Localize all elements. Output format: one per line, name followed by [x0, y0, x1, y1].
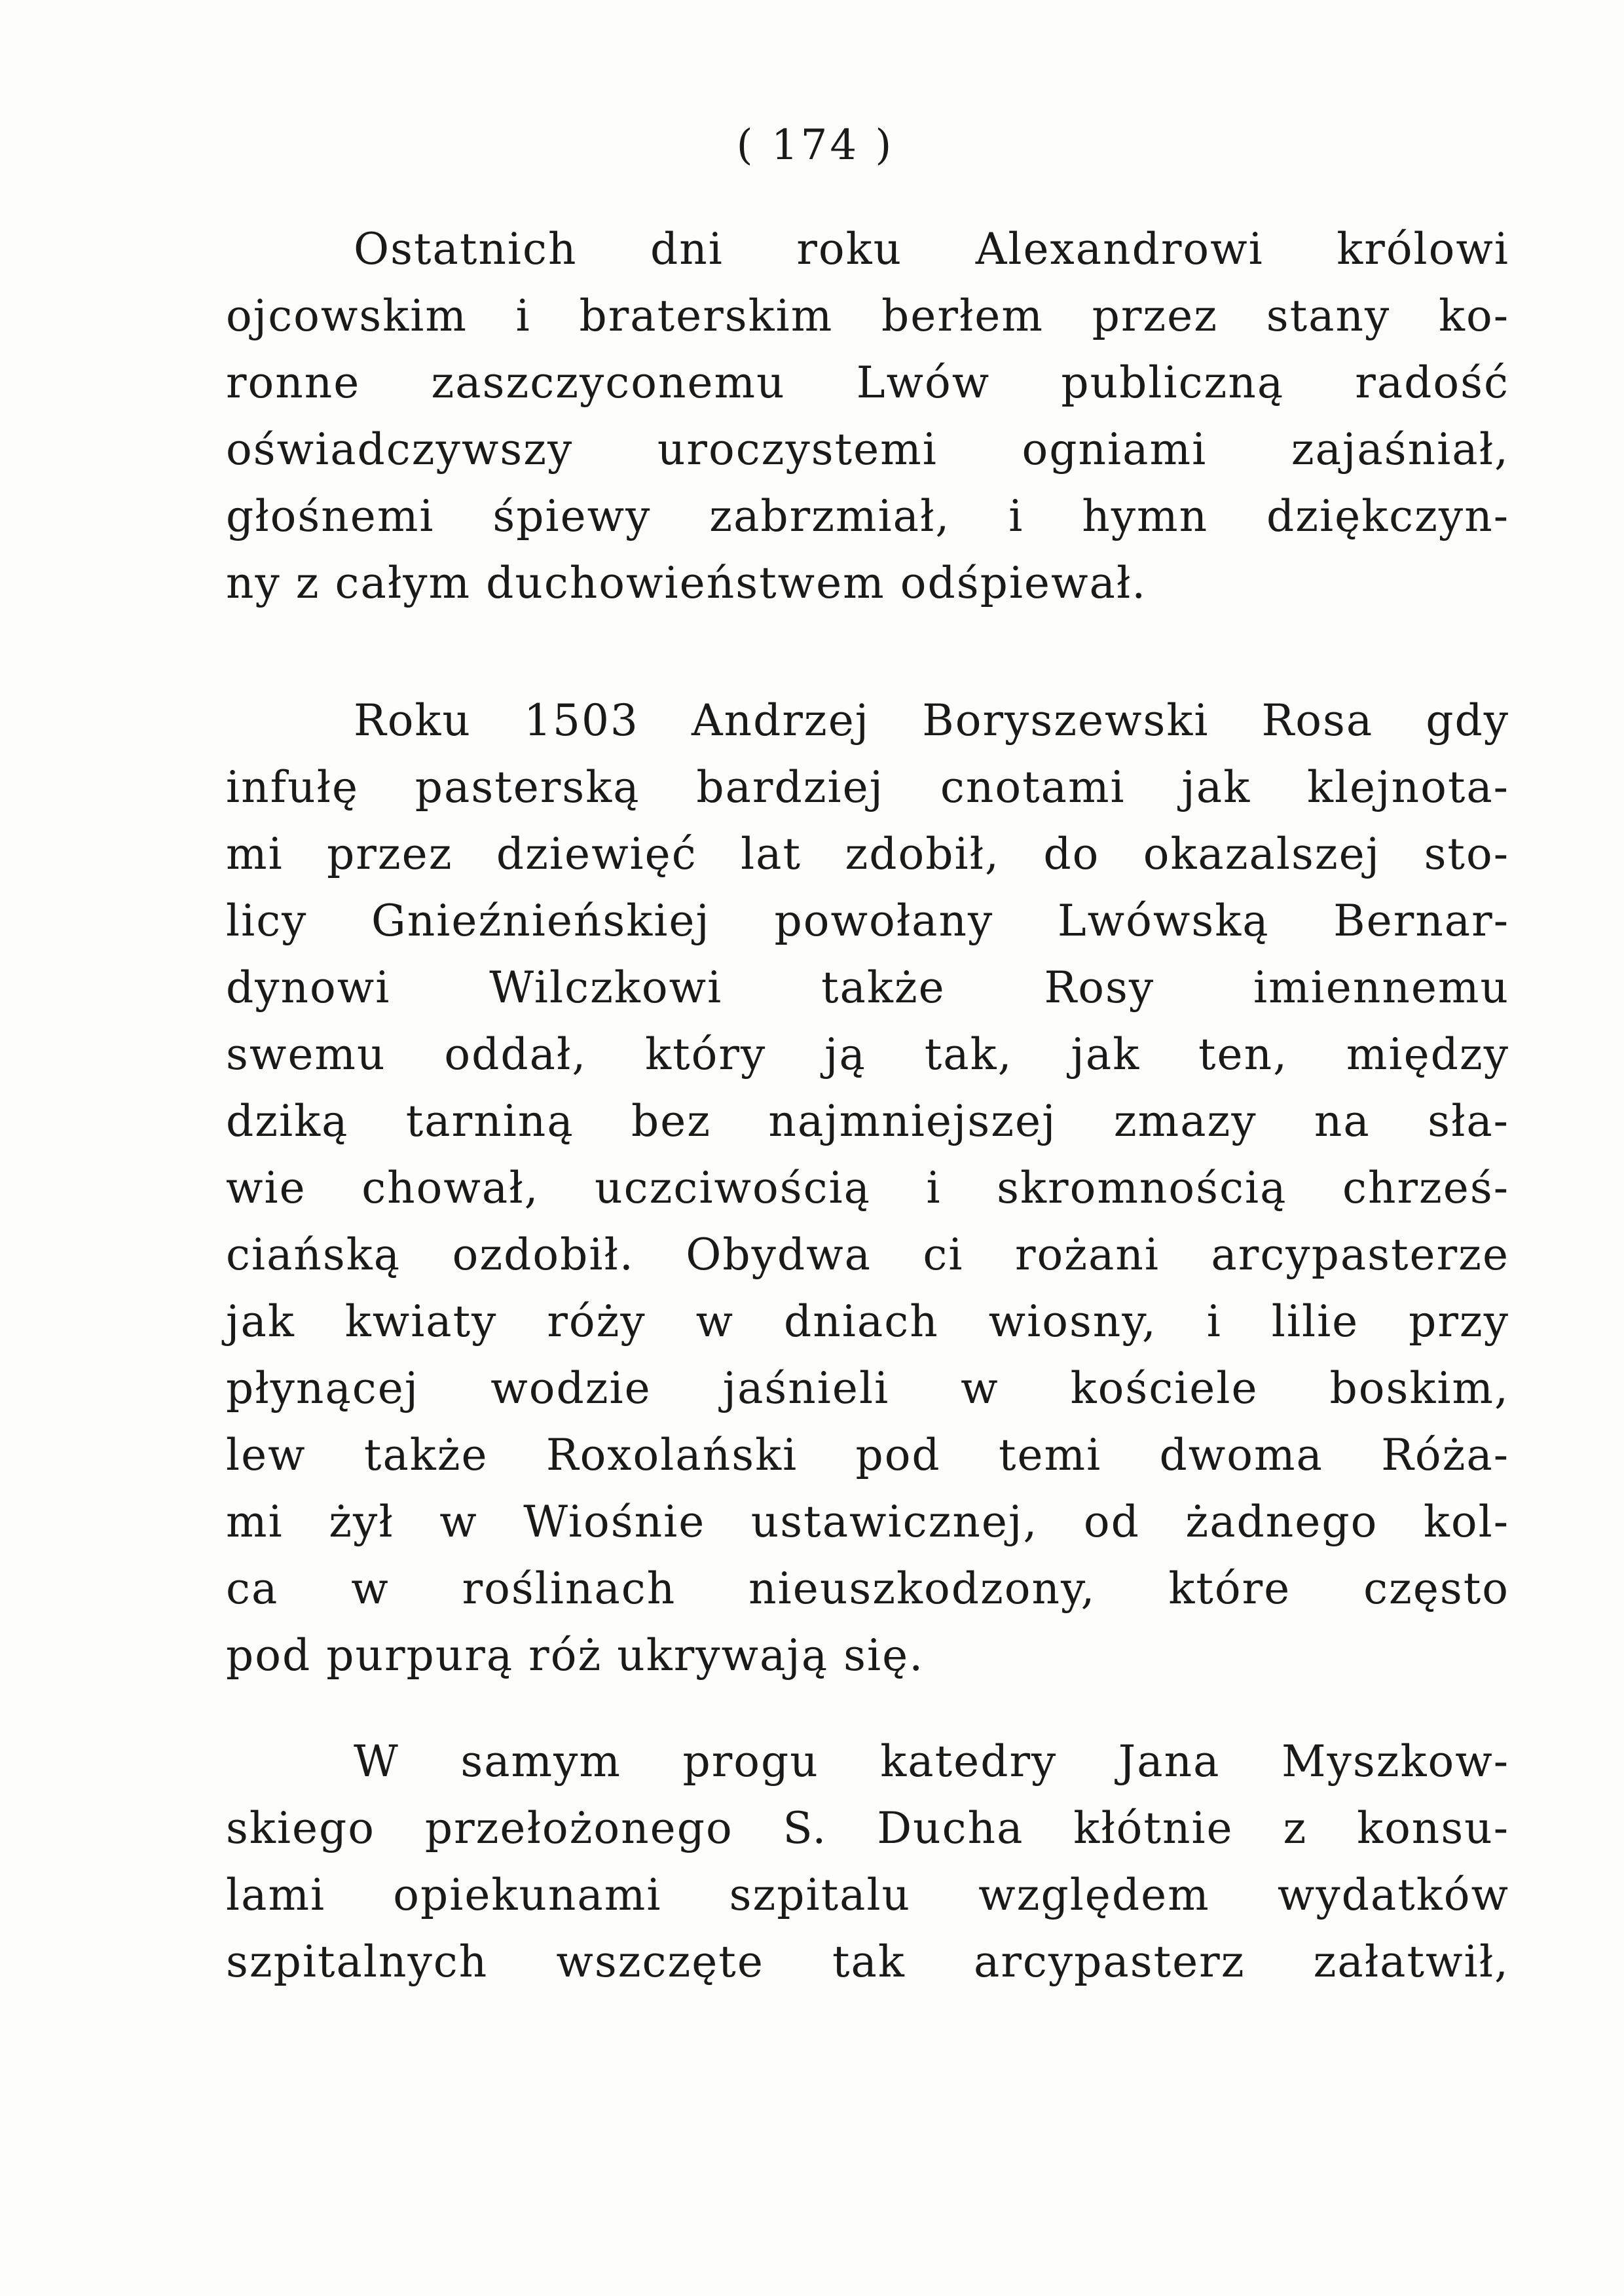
- text-line: swemu oddał, który ją tak, jak ten, między: [226, 1029, 1509, 1080]
- text-line: oświadczywszy uroczystemi ogniami zajaśniał,: [226, 424, 1509, 475]
- text-line: Roku 1503 Andrzej Boryszewski Rosa gdy: [354, 695, 1509, 746]
- text-line: Ostatnich dni roku Alexandrowi królowi: [354, 224, 1509, 274]
- text-line: W samym progu katedry Jana Myszkow-: [354, 1736, 1509, 1787]
- text-line: ny z całym duchowieństwem odśpiewał.: [226, 558, 1147, 608]
- text-line: szpitalnych wszczęte tak arcypasterz załatwił,: [226, 1937, 1509, 1987]
- text-line: dziką tarniną bez najmniejszej zmazy na sła-: [226, 1096, 1509, 1146]
- page-number: ( 174 ): [736, 121, 895, 170]
- text-line: skiego przełożonego S. Ducha kłótnie z konsu-: [226, 1803, 1509, 1853]
- text-line: dynowi Wilczkowi także Rosy imiennemu: [226, 962, 1509, 1013]
- paragraph-3: [226, 1728, 1509, 1995]
- text-line: mi przez dziewięć lat zdobił, do okazalszej sto-: [226, 829, 1509, 879]
- paragraph-1: [226, 216, 1509, 617]
- text-line: pod purpurą róż ukrywają się.: [226, 1630, 925, 1681]
- paragraph-2: [226, 687, 1509, 1689]
- text-line: wie chował, uczciwością i skromnością chrześ-: [226, 1163, 1509, 1213]
- text-line: mi żył w Wiośnie ustawicznej, od żadnego kol-: [226, 1497, 1509, 1547]
- text-line: ca w roślinach nieuszkodzony, które często: [226, 1563, 1509, 1614]
- text-line: głośnemi śpiewy zabrzmiał, i hymn dziękczyn-: [226, 491, 1509, 541]
- text-line: lami opiekunami szpitalu względem wydatków: [226, 1870, 1509, 1920]
- text-line: ojcowskim i braterskim berłem przez stany ko-: [226, 291, 1509, 341]
- text-line: lew także Roxolański pod temi dwoma Róża-: [226, 1430, 1509, 1480]
- text-line: licy Gnieźnieńskiej powołany Lwówską Bernar-: [226, 896, 1509, 946]
- text-line: płynącej wodzie jaśnieli w kościele boskim,: [226, 1363, 1509, 1413]
- text-line: infułę pasterską bardziej cnotami jak klejnota-: [226, 762, 1509, 812]
- text-line: ronne zaszczyconemu Lwów publiczną radość: [226, 357, 1509, 408]
- text-line: ciańską ozdobił. Obydwa ci rożani arcypasterze: [226, 1230, 1509, 1280]
- text-line: jak kwiaty róży w dniach wiosny, i lilie przy: [226, 1296, 1509, 1347]
